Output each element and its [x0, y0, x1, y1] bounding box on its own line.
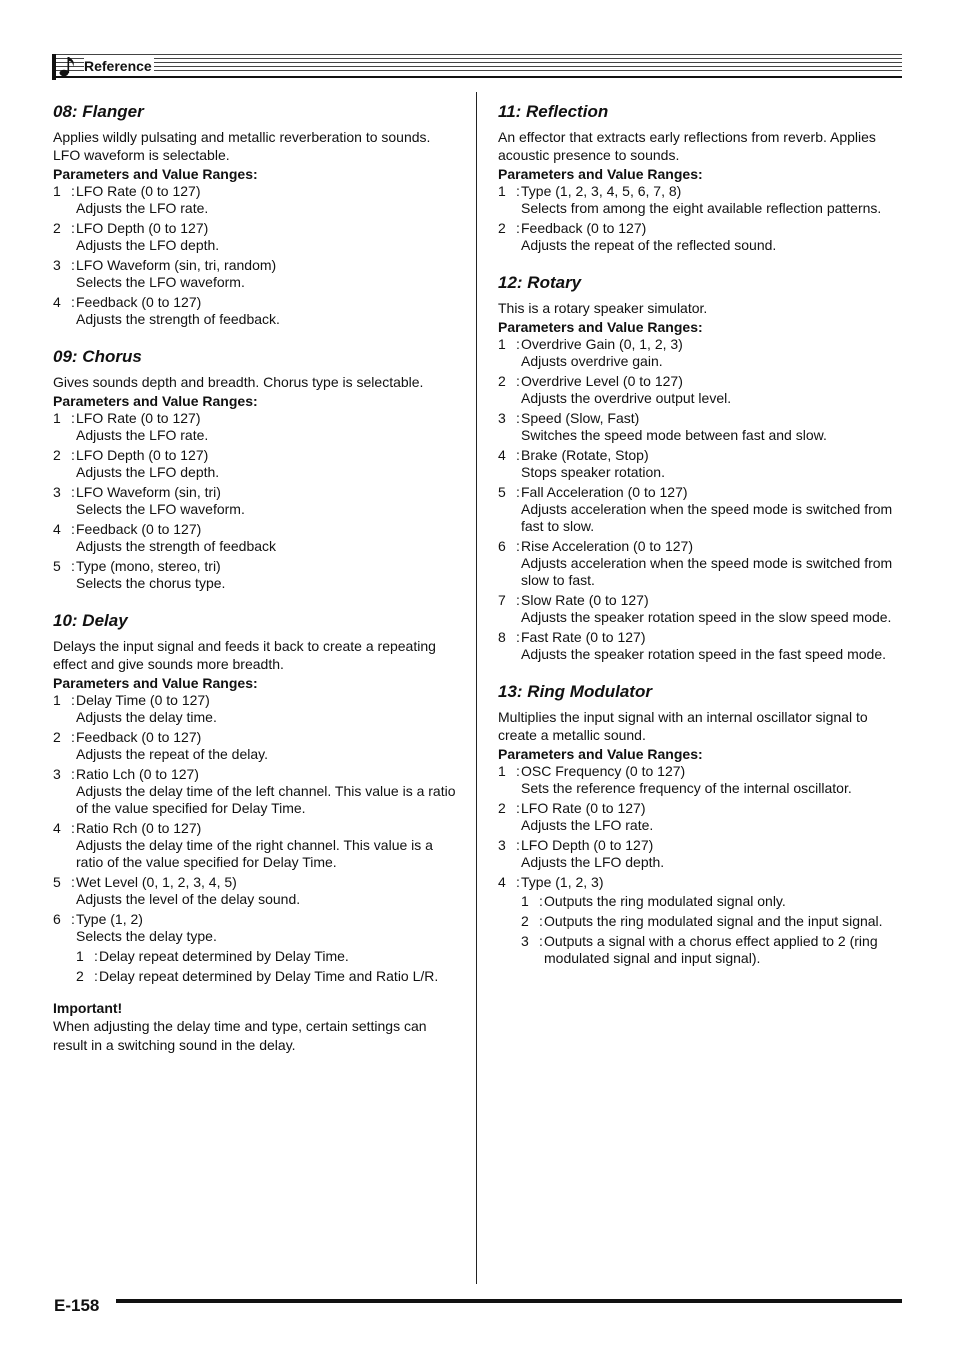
param-name: LFO Waveform (sin, tri, random): [76, 257, 277, 273]
param-desc: Adjusts the delay time.: [76, 709, 217, 725]
important-text: When adjusting the delay time and type, certain settings can result in a switching sound in the delay.: [53, 1018, 427, 1053]
params-heading: Parameters and Value Ranges:: [53, 393, 258, 409]
section-title: 08: Flanger: [53, 102, 144, 121]
param-item: 1 : OSC Frequency (0 to 127) Sets the reference frequency of the internal oscillator.: [498, 763, 908, 797]
param-item: 6 : Type (1, 2) Selects the delay type. 1 : Delay repeat determined by Delay Time. 2 : Delay repeat determined by Delay Time and Ratio L/R.: [53, 911, 461, 985]
section-description: Gives sounds depth and breadth. Chorus type is selectable.: [53, 374, 424, 390]
type-option: 2 : Delay repeat determined by Delay Time and Ratio L/R.: [76, 968, 439, 984]
param-desc: Adjusts the LFO rate.: [76, 200, 209, 216]
section-title: 13: Ring Modulator: [498, 682, 652, 701]
param-name: LFO Rate (0 to 127): [76, 410, 201, 426]
param-item: 3 : LFO Waveform (sin, tri) Selects the LFO waveform.: [53, 484, 461, 518]
param-desc: Switches the speed mode between fast and slow.: [521, 427, 827, 443]
param-number: 2: [498, 800, 506, 816]
param-name: LFO Depth (0 to 127): [76, 220, 209, 236]
param-name: LFO Depth (0 to 127): [76, 447, 209, 463]
param-item: 5 : Type (mono, stereo, tri) Selects the chorus type.: [53, 558, 461, 592]
param-desc: Adjusts acceleration when the speed mode is switched from fast to slow.: [521, 501, 893, 534]
param-desc: Adjusts the repeat of the reflected sound.: [521, 237, 777, 253]
type-options: [53, 948, 461, 985]
param-name: Feedback (0 to 127): [76, 729, 202, 745]
param-number: 2: [53, 447, 61, 463]
param-name: Feedback (0 to 127): [76, 521, 202, 537]
param-number: 2: [498, 220, 506, 236]
param-desc: Adjusts the strength of feedback: [76, 538, 277, 554]
option-text: Delay repeat determined by Delay Time and Ratio L/R.: [99, 968, 439, 984]
param-desc: Adjusts the delay time of the right channel. This value is a ratio of the value specified for Delay Time.: [76, 837, 433, 870]
params-heading: Parameters and Value Ranges:: [53, 675, 258, 691]
page-number: E-158: [54, 1296, 100, 1315]
param-item: 2 : Feedback (0 to 127) Adjusts the repeat of the delay.: [53, 729, 461, 763]
param-desc: Selects the chorus type.: [76, 575, 226, 591]
params-heading: Parameters and Value Ranges:: [498, 746, 703, 762]
param-item: 2 : LFO Depth (0 to 127) Adjusts the LFO depth.: [53, 447, 461, 481]
option-text: Outputs the ring modulated signal and the input signal.: [544, 913, 883, 929]
header-rule: [52, 70, 902, 71]
right-column: [498, 100, 908, 984]
section-reflection: [498, 100, 908, 254]
param-desc: Sets the reference frequency of the internal oscillator.: [521, 780, 852, 796]
option-number: 1: [521, 893, 529, 909]
type-option: 1 : Delay repeat determined by Delay Time.: [76, 948, 349, 964]
param-name: Feedback (0 to 127): [76, 294, 202, 310]
param-name: Ratio Lch (0 to 127): [76, 766, 199, 782]
section-title: 10: Delay: [53, 611, 128, 630]
param-desc: Selects the LFO waveform.: [76, 274, 245, 290]
param-item: 2 : Feedback (0 to 127) Adjusts the repeat of the reflected sound.: [498, 220, 908, 254]
param-name: LFO Depth (0 to 127): [521, 837, 654, 853]
param-name: Type (1, 2, 3): [521, 874, 604, 890]
section-ring-modulator: [498, 680, 908, 967]
option-number: 3: [521, 933, 529, 949]
option-text: Delay repeat determined by Delay Time.: [99, 948, 349, 964]
param-name: OSC Frequency (0 to 127): [521, 763, 686, 779]
header-rule: [52, 76, 902, 78]
param-name: LFO Waveform (sin, tri): [76, 484, 221, 500]
param-name: Fall Acceleration (0 to 127): [521, 484, 688, 500]
param-item: 1 : Overdrive Gain (0, 1, 2, 3) Adjusts overdrive gain.: [498, 336, 908, 370]
param-number: 4: [53, 521, 61, 537]
param-desc: Adjusts the delay time of the left channel. This value is a ratio of the value specified for Delay Time.: [76, 783, 456, 816]
param-item: 2 : LFO Rate (0 to 127) Adjusts the LFO rate.: [498, 800, 908, 834]
param-item: 4 : Feedback (0 to 127) Adjusts the strength of feedback: [53, 521, 461, 555]
param-number: 1: [53, 183, 61, 199]
param-number: 1: [498, 763, 506, 779]
option-text: Outputs the ring modulated signal only.: [544, 893, 786, 909]
param-desc: Adjusts the repeat of the delay.: [76, 746, 268, 762]
param-desc: Selects from among the eight available reflection patterns.: [521, 200, 882, 216]
header-bar: [52, 54, 56, 80]
section-description: An effector that extracts early reflections from reverb. Applies acoustic presence to sounds.: [498, 129, 876, 163]
param-item: 4 : Feedback (0 to 127) Adjusts the strength of feedback.: [53, 294, 461, 328]
param-number: 5: [53, 558, 61, 574]
param-number: 1: [53, 410, 61, 426]
param-name: Type (1, 2, 3, 4, 5, 6, 7, 8): [521, 183, 682, 199]
section-delay: [53, 609, 461, 1055]
param-number: 5: [498, 484, 506, 500]
section-description: Applies wildly pulsating and metallic reverberation to sounds. LFO waveform is selectable.: [53, 129, 431, 163]
param-number: 4: [498, 874, 506, 890]
param-name: Feedback (0 to 127): [521, 220, 647, 236]
param-item: 4 : Ratio Rch (0 to 127) Adjusts the delay time of the right channel. This value is a ratio of the value specified for Delay Time.: [53, 820, 461, 871]
param-number: 8: [498, 629, 506, 645]
param-name: Slow Rate (0 to 127): [521, 592, 649, 608]
section-description: Multiplies the input signal with an internal oscillator signal to create a metallic sound.: [498, 709, 868, 743]
param-item: 5 : Fall Acceleration (0 to 127) Adjusts acceleration when the speed mode is switched from fast to slow.: [498, 484, 908, 535]
section-chorus: [53, 345, 461, 592]
section-title: 09: Chorus: [53, 347, 142, 366]
param-number: 6: [498, 538, 506, 554]
param-item: 4 : Brake (Rotate, Stop) Stops speaker rotation.: [498, 447, 908, 481]
type-option: 2 : Outputs the ring modulated signal and the input signal.: [521, 913, 883, 929]
param-number: 3: [53, 766, 61, 782]
param-name: LFO Rate (0 to 127): [521, 800, 646, 816]
param-item: 4 : Type (1, 2, 3) 1 : Outputs the ring modulated signal only. 2 : Outputs the ring modulated signal and the input signal. 3 : Outputs a signal with a chorus effect applied to 2 (ring modulated signal and input signal).: [498, 874, 908, 967]
param-desc: Adjusts the LFO rate.: [521, 817, 654, 833]
param-item: 2 : LFO Depth (0 to 127) Adjusts the LFO depth.: [53, 220, 461, 254]
header-rule: [52, 58, 902, 59]
param-desc: Adjusts the speaker rotation speed in the slow speed mode.: [521, 609, 892, 625]
param-desc: Adjusts the strength of feedback.: [76, 311, 280, 327]
footer-rule: [116, 1299, 902, 1303]
param-number: 7: [498, 592, 506, 608]
section-description: Delays the input signal and feeds it back to create a repeating effect and give sounds more breadth.: [53, 638, 436, 672]
param-item: 7 : Slow Rate (0 to 127) Adjusts the speaker rotation speed in the slow speed mode.: [498, 592, 908, 626]
params-heading: Parameters and Value Ranges:: [498, 319, 703, 335]
param-name: Brake (Rotate, Stop): [521, 447, 649, 463]
param-number: 3: [53, 257, 61, 273]
param-desc: Selects the LFO waveform.: [76, 501, 245, 517]
param-item: 2 : Overdrive Level (0 to 127) Adjusts the overdrive output level.: [498, 373, 908, 407]
param-number: 3: [53, 484, 61, 500]
param-number: 3: [498, 837, 506, 853]
param-item: 6 : Rise Acceleration (0 to 127) Adjusts acceleration when the speed mode is switched from slow to fast.: [498, 538, 908, 589]
param-item: 1 : Delay Time (0 to 127) Adjusts the delay time.: [53, 692, 461, 726]
header-rule: [52, 62, 902, 63]
param-number: 1: [498, 336, 506, 352]
param-desc: Adjusts overdrive gain.: [521, 353, 663, 369]
param-name: Delay Time (0 to 127): [76, 692, 210, 708]
param-item: 3 : Ratio Lch (0 to 127) Adjusts the delay time of the left channel. This value is a ratio of the value specified for Delay Time.: [53, 766, 461, 817]
param-number: 4: [53, 820, 61, 836]
important-heading: Important!: [53, 1000, 123, 1016]
option-number: 2: [521, 913, 529, 929]
params-heading: Parameters and Value Ranges:: [498, 166, 703, 182]
param-desc: Adjusts acceleration when the speed mode is switched from slow to fast.: [521, 555, 893, 588]
section-title: 11: Reflection: [498, 102, 609, 121]
section-flanger: [53, 100, 461, 328]
type-option: 1 : Outputs the ring modulated signal only.: [521, 893, 786, 909]
param-desc: Adjusts the LFO depth.: [521, 854, 665, 870]
param-desc: Adjusts the LFO depth.: [76, 464, 220, 480]
param-desc: Adjusts the level of the delay sound.: [76, 891, 301, 907]
param-item: 1 : LFO Rate (0 to 127) Adjusts the LFO rate.: [53, 183, 461, 217]
param-number: 2: [53, 729, 61, 745]
header-rule: [52, 54, 902, 55]
section-title: 12: Rotary: [498, 273, 582, 292]
param-number: 4: [53, 294, 61, 310]
param-item: 3 : Speed (Slow, Fast) Switches the speed mode between fast and slow.: [498, 410, 908, 444]
param-desc: Adjusts the speaker rotation speed in the fast speed mode.: [521, 646, 887, 662]
section-description: This is a rotary speaker simulator.: [498, 300, 708, 316]
header-rule: [52, 66, 902, 67]
param-item: 3 : LFO Depth (0 to 127) Adjusts the LFO depth.: [498, 837, 908, 871]
param-name: Type (mono, stereo, tri): [76, 558, 221, 574]
param-desc: Adjusts the overdrive output level.: [521, 390, 732, 406]
column-divider: [476, 92, 477, 1284]
param-name: Type (1, 2): [76, 911, 143, 927]
param-desc: Adjusts the LFO depth.: [76, 237, 220, 253]
param-name: LFO Rate (0 to 127): [76, 183, 201, 199]
param-name: Wet Level (0, 1, 2, 3, 4, 5): [76, 874, 237, 890]
param-number: 1: [498, 183, 506, 199]
param-name: Overdrive Gain (0, 1, 2, 3): [521, 336, 683, 352]
param-desc: Adjusts the LFO rate.: [76, 427, 209, 443]
param-number: 1: [53, 692, 61, 708]
param-name: Fast Rate (0 to 127): [521, 629, 646, 645]
param-number: 2: [53, 220, 61, 236]
type-option: 3 : Outputs a signal with a chorus effect applied to 2 (ring modulated signal and input signal).: [521, 933, 908, 967]
param-number: 4: [498, 447, 506, 463]
param-item: 1 : Type (1, 2, 3, 4, 5, 6, 7, 8) Selects from among the eight available reflection patterns.: [498, 183, 908, 217]
param-desc: Selects the delay type.: [76, 928, 217, 944]
section-rotary: [498, 271, 908, 663]
header-title: Reference: [84, 58, 152, 74]
music-note-icon: [58, 54, 78, 78]
param-name: Overdrive Level (0 to 127): [521, 373, 683, 389]
param-item: 1 : LFO Rate (0 to 127) Adjusts the LFO rate.: [53, 410, 461, 444]
param-item: 5 : Wet Level (0, 1, 2, 3, 4, 5) Adjusts the level of the delay sound.: [53, 874, 461, 908]
param-name: Speed (Slow, Fast): [521, 410, 640, 426]
param-number: 6: [53, 911, 61, 927]
type-options: [498, 893, 908, 967]
param-number: 5: [53, 874, 61, 890]
left-column: [53, 100, 461, 1072]
param-item: 3 : LFO Waveform (sin, tri, random) Selects the LFO waveform.: [53, 257, 461, 291]
option-number: 1: [76, 948, 84, 964]
option-text: Outputs a signal with a chorus effect applied to 2 (ring modulated signal and input signal).: [544, 933, 878, 966]
param-desc: Stops speaker rotation.: [521, 464, 665, 480]
params-heading: Parameters and Value Ranges:: [53, 166, 258, 182]
param-number: 3: [498, 410, 506, 426]
option-number: 2: [76, 968, 84, 984]
param-name: Ratio Rch (0 to 127): [76, 820, 202, 836]
param-item: 8 : Fast Rate (0 to 127) Adjusts the speaker rotation speed in the fast speed mode.: [498, 629, 908, 663]
param-name: Rise Acceleration (0 to 127): [521, 538, 693, 554]
page-header: [52, 54, 902, 80]
param-number: 2: [498, 373, 506, 389]
